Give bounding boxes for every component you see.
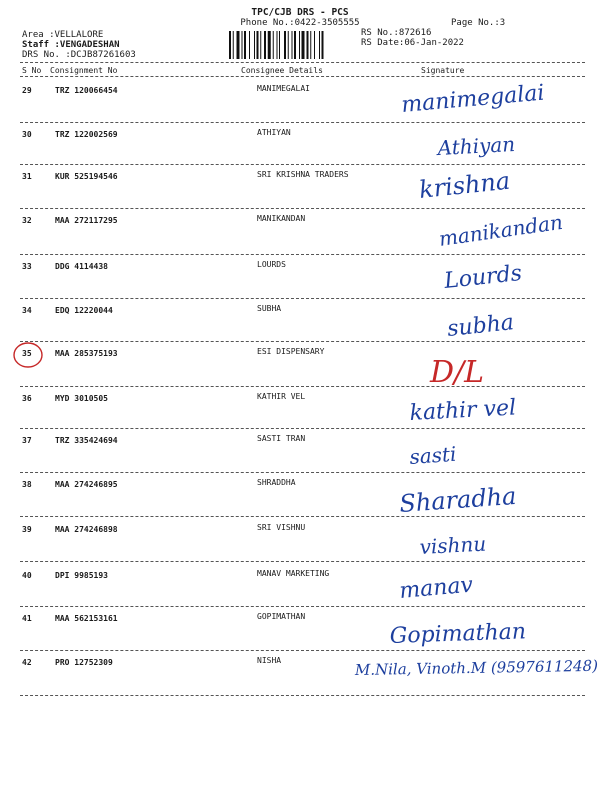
row-consignment-no: MAA 562153161 (55, 614, 118, 623)
row-serial: 34 (22, 306, 32, 315)
row-serial: 37 (22, 436, 32, 445)
row-consignee: SUBHA (257, 304, 282, 313)
col-consignee: Consignee Details (241, 66, 323, 75)
area-field: Area :VELLALORE (22, 30, 104, 40)
row-serial: 30 (22, 130, 32, 139)
row-consignment-no: EDQ 12220044 (55, 306, 113, 315)
row-consignee: SHRADDHA (257, 478, 296, 487)
row-consignee: SRI KRISHNA TRADERS (257, 170, 349, 179)
rs-number: RS No.:872616 (361, 28, 432, 38)
red-circle-mark (14, 343, 42, 367)
row-consignee: SASTI TRAN (257, 434, 306, 443)
row-consignment-no: TRZ 122002569 (55, 130, 118, 139)
signature-handwriting: manikandan (437, 209, 565, 251)
signature-handwriting: D/L (430, 355, 485, 390)
signature-handwriting: Athiyan (437, 131, 516, 160)
signature-handwriting: Gopimathan (389, 619, 527, 649)
signature-handwriting: M.Nila, Vinoth.M (9597611248) (354, 656, 599, 679)
row-consignment-no: MAA 285375193 (55, 349, 118, 358)
signature-handwriting: krishna (417, 166, 512, 204)
row-serial: 36 (22, 394, 32, 403)
row-consignee: MANIMEGALAI (257, 84, 310, 93)
row-serial: 42 (22, 658, 32, 667)
row-serial: 40 (22, 571, 32, 580)
row-consignment-no: MAA 274246895 (55, 480, 118, 489)
signature-handwriting: subha (446, 310, 516, 342)
row-serial: 32 (22, 216, 32, 225)
row-consignee: ESI DISPENSARY (257, 347, 325, 356)
document-title: TPC/CJB DRS - PCS (251, 7, 349, 18)
col-sno: S No (22, 66, 42, 75)
row-serial: 31 (22, 172, 32, 181)
row-serial: 35 (22, 349, 32, 358)
row-serial: 38 (22, 480, 32, 489)
col-signature: Signature (421, 66, 465, 75)
row-consignee: SRI VISHNU (257, 523, 306, 532)
col-consignment: Consignment No (50, 66, 118, 75)
row-consignee: LOURDS (257, 260, 286, 269)
staff-field: Staff :VENGADESHAN (22, 40, 120, 50)
row-consignee: MANIKANDAN (257, 214, 306, 223)
row-consignee: NISHA (257, 656, 282, 665)
rs-date: RS Date:06-Jan-2022 (361, 38, 464, 48)
page-number: Page No.:3 (451, 18, 506, 28)
row-consignee: MANAV MARKETING (257, 569, 330, 578)
row-consignment-no: TRZ 335424694 (55, 436, 118, 445)
signature-handwriting: manimegalai (400, 80, 546, 118)
signature-handwriting: Sharadha (398, 481, 518, 518)
row-consignee: KATHIR VEL (257, 392, 306, 401)
drs-number: DRS No. :DCJB87261603 (22, 50, 136, 60)
signature-handwriting: vishnu (419, 531, 487, 559)
signature-handwriting: Lourds (443, 260, 524, 294)
row-consignment-no: TRZ 120066454 (55, 86, 118, 95)
row-serial: 39 (22, 525, 32, 534)
row-serial: 29 (22, 86, 32, 95)
row-consignment-no: MYD 3010505 (55, 394, 108, 403)
row-consignment-no: DPI 9985193 (55, 571, 108, 580)
phone-number: Phone No.:0422-3505555 (240, 18, 360, 28)
row-consignment-no: DDG 4114438 (55, 262, 108, 271)
row-consignment-no: MAA 274246898 (55, 525, 118, 534)
row-consignment-no: MAA 272117295 (55, 216, 118, 225)
signature-handwriting: sasti (408, 441, 458, 469)
row-serial: 33 (22, 262, 32, 271)
row-serial: 41 (22, 614, 32, 623)
row-consignee: ATHIYAN (257, 128, 291, 137)
row-consignment-no: PRO 12752309 (55, 658, 113, 667)
signature-handwriting: manav (398, 572, 474, 604)
signature-handwriting: kathir vel (409, 395, 517, 426)
row-consignment-no: KUR 525194546 (55, 172, 118, 181)
row-consignee: GOPIMATHAN (257, 612, 306, 621)
